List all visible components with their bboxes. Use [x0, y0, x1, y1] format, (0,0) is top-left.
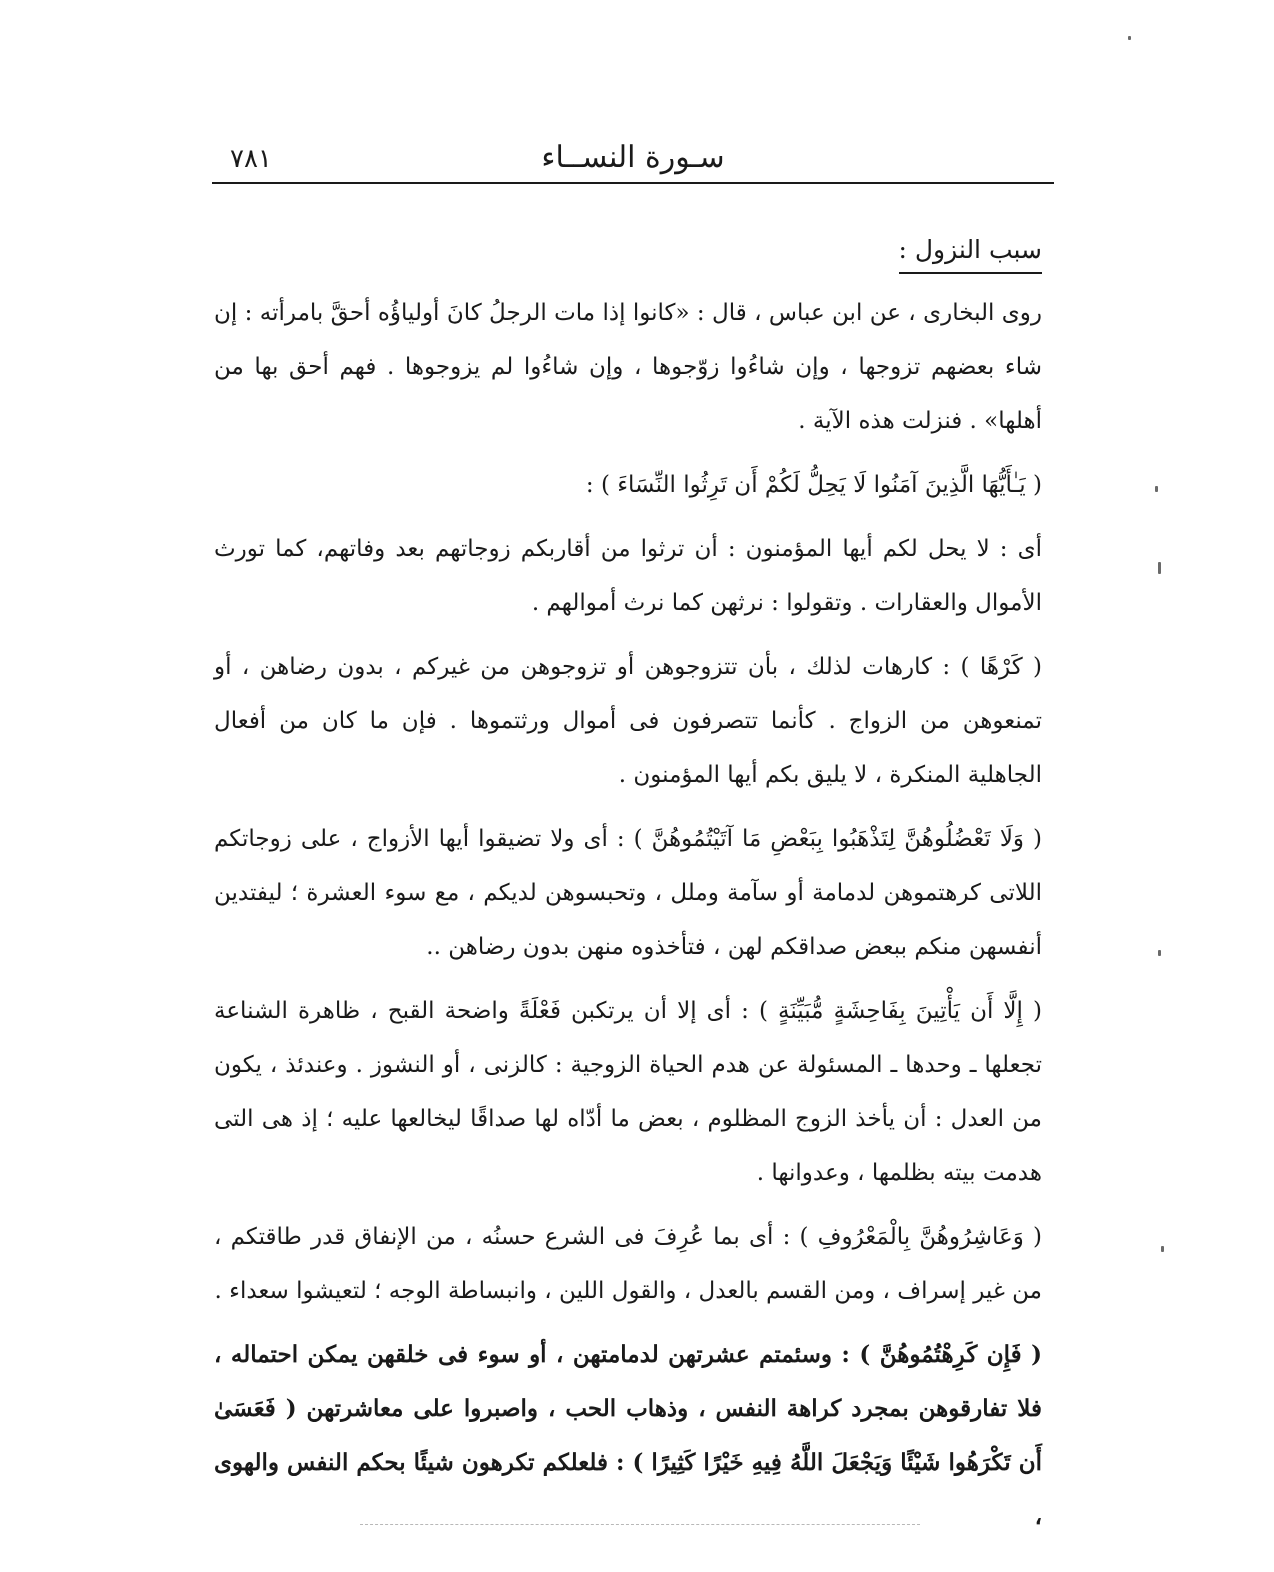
paragraph-la-taadulu: ( وَلَا تَعْضُلُوهُنَّ لِتَذْهَبُوا بِبَعْضِ مَا آتَيْتُمُوهُنَّ ) : أى ولا تضيقوا أيها الأزواج ، على زوجاتكم اللاتى كرهتموهن لدمامة أو سآمة وملل ، وتحبسوهن لديكم ، مع سوء العشرة ؛ ليفتدين أنفسهن منكم ببعض صداقكم لهن ، فتأخذوه منهن بدون رضاهن ..: [214, 826, 1042, 960]
page-body: [214, 224, 1042, 1544]
scan-speck: [1155, 486, 1158, 492]
paragraph-gap: [214, 974, 1042, 984]
footer-rule: [360, 1524, 920, 1525]
scan-speck: [1128, 36, 1131, 40]
paragraph-gap: [214, 448, 1042, 458]
paragraph-hadith: روى البخارى ، عن ابن عباس ، قال : «كانوا إذا مات الرجلُ كانَ أولياؤُه أحقَّ بامرأته : إن شاء بعضهم تزوجها ، وإن شاءُوا زوّجوها ، وإن شاءُوا لم يزوجوها . فهم أحق بها من أهلها» . فنزلت هذه الآية .: [214, 300, 1042, 434]
page-number: ٧٨١: [230, 144, 272, 174]
paragraph-explanation-1: أى : لا يحل لكم أيها المؤمنون : أن ترثوا من أقاربكم زوجاتهم بعد وفاتهم، كما تورث الأموال والعقارات . وتقولوا : نرثهن كما نرث أموالهم .: [214, 536, 1042, 616]
page-header: [212, 138, 1054, 182]
paragraph-ashiruhunna: ( وَعَاشِرُوهُنَّ بِالْمَعْرُوفِ ) : أى بما عُرِفَ فى الشرع حسنُه ، من الإنفاق قدر طاقتكم ، من غير إسراف ، ومن القسم بالعدل ، والقول اللين ، وانبساطة الوجه ؛ لتعيشوا سعداء .: [214, 1224, 1042, 1304]
section-title: سبب النزول :: [899, 232, 1043, 274]
paragraph-fain-karihtumuhunna: ( فَإِن كَرِهْتُمُوهُنَّ ) : وسئمتم عشرتهن لدمامتهن ، أو سوء فى خلقهن يمكن احتماله ، فلا تفارقوهن بمجرد كراهة النفس ، وذهاب الحب ، واصبروا على معاشرتهن ( فَعَسَىٰ أَن تَكْرَهُوا شَيْئًا وَيَجْعَلَ اللَّهُ فِيهِ خَيْرًا كَثِيرًا ) : فلعلكم تكرهون شيئًا بحكم النفس والهوى ،: [214, 1341, 1042, 1530]
paragraph-karhan: ( كَرْهًا ) : كارهات لذلك ، بأن تتزوجوهن أو تزوجوهن من غيركم ، بدون رضاهن ، أو تمنعوهن من الزواج . كأنما تتصرفون فى أموال ورثتموها . فإن ما كان من أفعال الجاهلية المنكرة ، لا يليق بكم أيها المؤمنون .: [214, 654, 1042, 788]
paragraph-verse-heading: ( يَـٰأَيُّهَا الَّذِينَ آمَنُوا لَا يَحِلُّ لَكُمْ أَن تَرِثُوا النِّسَاءَ ) :: [585, 472, 1042, 498]
scan-speck: [1161, 1246, 1164, 1252]
scan-speck: [1158, 562, 1161, 574]
paragraph-fahisha: ( إِلَّا أَن يَأْتِينَ بِفَاحِشَةٍ مُّبَيِّنَةٍ ) : أى إلا أن يرتكبن فَعْلَةً واضحة القبح ، ظاهرة الشناعة تجعلها ـ وحدها ـ المسئولة عن هدم الحياة الزوجية : كالزنى ، أو النشوز . وعندئذ ، يكون من العدل : أن يأخذ الزوج المظلوم ، بعض ما أدّاه لها صداقًا ليخالعها عليه ؛ إذ هى التى هدمت بيته بظلمها ، وعدوانها .: [214, 998, 1042, 1186]
surah-title: سـورة النســاء: [541, 140, 725, 175]
header-rule: [212, 182, 1054, 184]
paragraph-gap: [214, 1200, 1042, 1210]
paragraph-gap: [214, 802, 1042, 812]
paragraph-gap: [214, 1318, 1042, 1328]
scan-speck: [1158, 950, 1161, 956]
paragraph-gap: [214, 630, 1042, 640]
paragraph-gap: [214, 512, 1042, 522]
